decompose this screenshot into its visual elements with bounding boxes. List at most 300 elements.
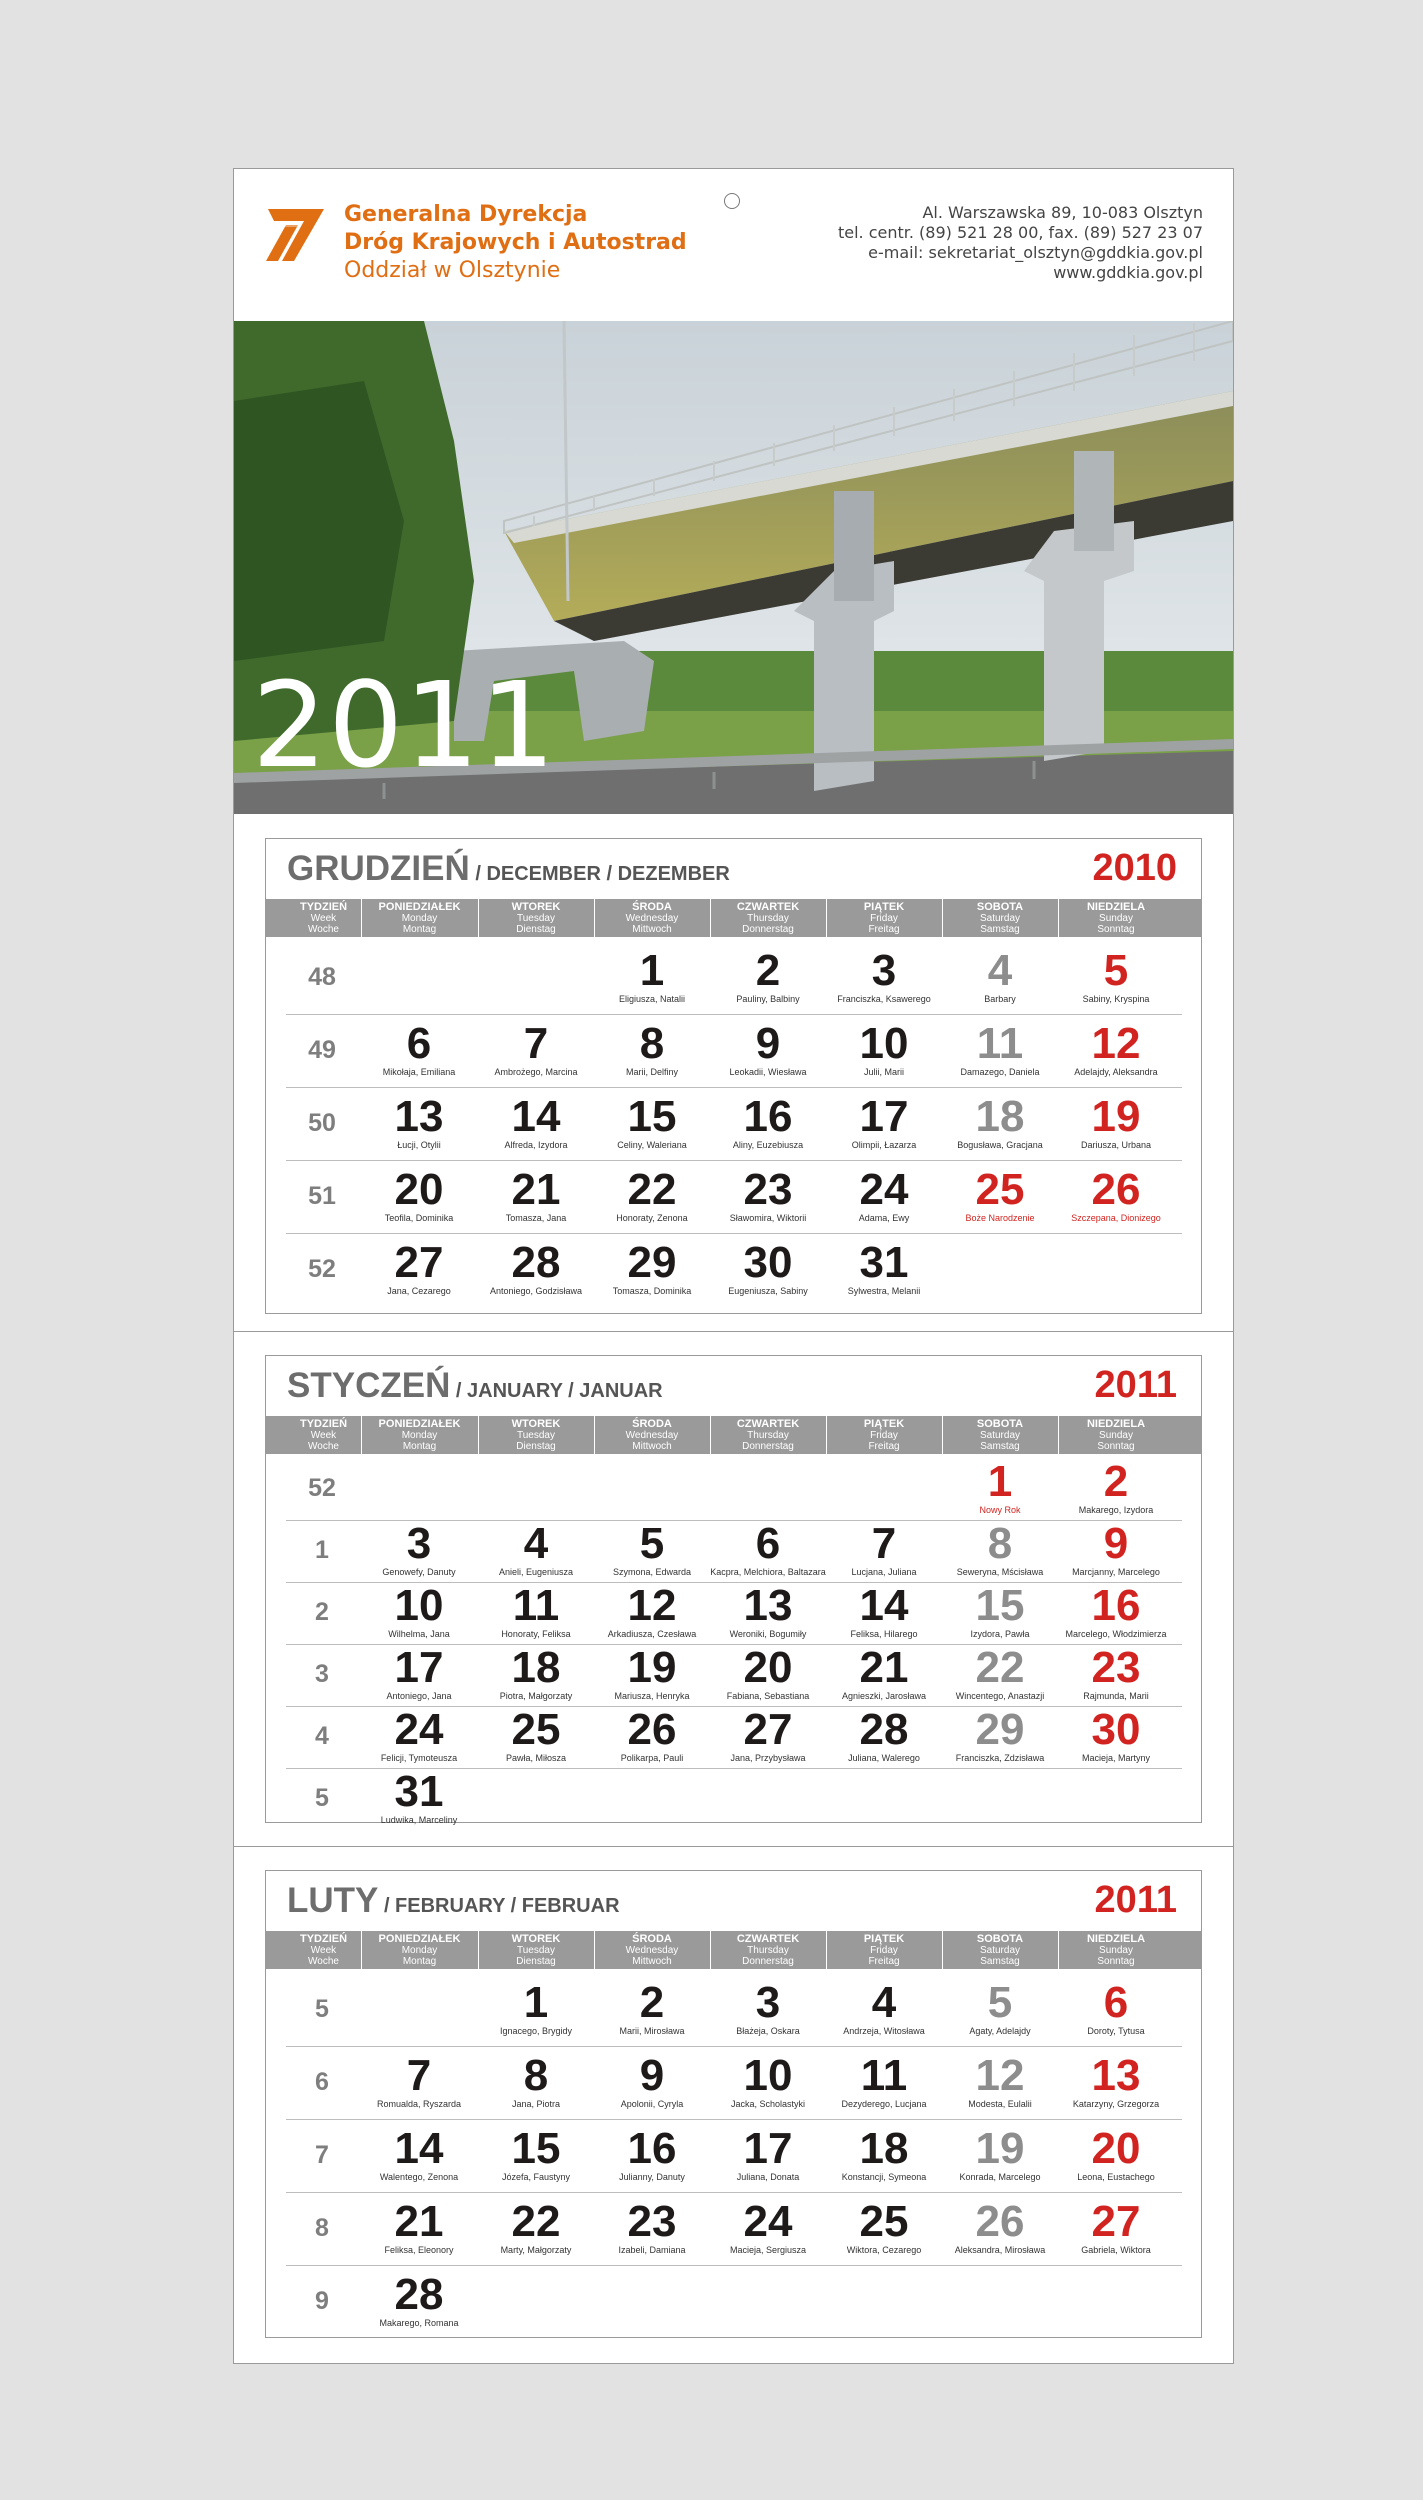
day-cell[interactable]: [826, 2199, 942, 2256]
band-separator: [234, 1331, 1233, 1332]
day-cell[interactable]: [942, 1980, 1058, 2037]
weekday-header-saturday: [942, 1931, 1058, 1969]
day-number: 18: [859, 2124, 909, 2173]
week-number: 5: [315, 1995, 329, 2023]
week-row: [286, 2265, 1182, 2338]
day-number: 11: [860, 2051, 908, 2100]
day-cell[interactable]: [710, 948, 826, 1005]
weekday-en: Thursday: [747, 913, 789, 924]
day-cell[interactable]: [710, 1521, 826, 1578]
month-year: 2011: [1094, 1364, 1177, 1406]
day-number: 28: [394, 2270, 444, 2319]
weekday-pl: ŚRODA: [632, 1933, 672, 1945]
day-cell[interactable]: [826, 2126, 942, 2183]
weekday-pl: ŚRODA: [632, 901, 672, 913]
day-cell[interactable]: [826, 1094, 942, 1151]
weekday-header-thursday: [710, 1931, 826, 1969]
weekday-header-monday: [361, 1416, 478, 1454]
day-cell[interactable]: [942, 948, 1058, 1005]
name-day: Nowy Rok: [979, 1505, 1021, 1515]
week-row: [286, 1520, 1182, 1583]
day-cell[interactable]: [1058, 1645, 1174, 1702]
day-cell[interactable]: [594, 1521, 710, 1578]
week-number: 52: [308, 1474, 336, 1502]
name-day: Błażeja, Oskara: [736, 2026, 800, 2036]
day-cell[interactable]: [710, 2126, 826, 2183]
header-divider: [710, 899, 711, 937]
name-day: Józefa, Faustyny: [501, 2172, 571, 2182]
name-day: Izabeli, Damiana: [618, 2245, 686, 2255]
day-number: 13: [1091, 2051, 1141, 2100]
name-day: Macieja, Sergiusza: [729, 2245, 807, 2255]
week-row: [286, 1768, 1182, 1830]
name-day: Sylwestra, Melanii: [847, 1286, 921, 1296]
weekday-header-wednesday: [594, 1416, 710, 1454]
weekday-pl: SOBOTA: [976, 1418, 1024, 1430]
hanging-hole: [724, 193, 740, 209]
website[interactable]: www.gddkia.gov.pl: [1053, 263, 1203, 282]
day-cell[interactable]: [1058, 1459, 1174, 1516]
name-day: Piotra, Małgorzaty: [499, 1691, 573, 1701]
week-row: [286, 1644, 1182, 1707]
name-day: Gabriela, Wiktora: [1081, 2245, 1151, 2255]
name-day: Aleksandra, Mirosława: [954, 2245, 1046, 2255]
day-number: 30: [1091, 1705, 1141, 1754]
name-day: Jacka, Scholastyki: [730, 2099, 806, 2109]
weekday-header-friday: [826, 1931, 942, 1969]
day-number: 6: [406, 1019, 432, 1068]
day-cell[interactable]: [826, 1707, 942, 1764]
day-cell[interactable]: [826, 1521, 942, 1578]
day-number: 8: [987, 1519, 1013, 1568]
day-number: 4: [871, 1978, 897, 2027]
day-number: 9: [1103, 1519, 1129, 1568]
name-day: Sabiny, Kryspina: [1082, 994, 1150, 1004]
weekday-en: Thursday: [747, 1945, 789, 1956]
day-number: 2: [755, 946, 781, 995]
header-divider: [594, 1416, 595, 1454]
day-cell[interactable]: [478, 1980, 594, 2037]
day-cell[interactable]: [478, 1645, 594, 1702]
weekday-pl: TYDZIEŃ: [299, 901, 348, 913]
weekday-en: Monday: [401, 1945, 438, 1956]
name-day: Dezyderego, Lucjana: [841, 2099, 927, 2109]
weekday-en: Friday: [870, 1945, 898, 1956]
calendar-header: [234, 169, 1233, 319]
name-day: Jana, Przybysława: [730, 1753, 806, 1763]
day-cell[interactable]: [1058, 1021, 1174, 1078]
bridge-photo: [234, 321, 1233, 814]
weekday-header-thursday: [710, 1416, 826, 1454]
day-cell[interactable]: [478, 2199, 594, 2256]
day-cell[interactable]: [710, 1645, 826, 1702]
day-cell[interactable]: [594, 1645, 710, 1702]
weekday-en: Wednesday: [625, 1945, 679, 1956]
day-cell[interactable]: [1058, 1094, 1174, 1151]
day-number: 3: [871, 946, 897, 995]
day-cell[interactable]: [826, 1240, 942, 1297]
name-day: Antoniego, Jana: [386, 1691, 452, 1701]
day-cell[interactable]: [594, 1583, 710, 1640]
day-cell[interactable]: [361, 2126, 477, 2183]
day-number: 31: [394, 1767, 444, 1816]
name-day: Pauliny, Balbiny: [736, 994, 800, 1004]
day-cell[interactable]: [361, 1769, 477, 1826]
name-day: Sławomira, Wiktorii: [729, 1213, 807, 1223]
day-cell[interactable]: [710, 1021, 826, 1078]
header-divider: [1058, 1416, 1059, 1454]
weekday-header-wednesday: [594, 899, 710, 937]
week-number: 1: [315, 1536, 329, 1564]
weekday-header-tuesday: [478, 1931, 594, 1969]
day-number: 13: [743, 1581, 793, 1630]
day-cell[interactable]: [478, 1021, 594, 1078]
weekday-header-thursday: [710, 899, 826, 937]
day-number: 28: [511, 1238, 561, 1287]
day-number: 11: [512, 1581, 560, 1630]
header-divider: [594, 899, 595, 937]
day-cell[interactable]: [942, 1707, 1058, 1764]
day-cell[interactable]: [942, 1459, 1058, 1516]
day-number: 15: [627, 1092, 677, 1141]
day-number: 24: [859, 1165, 909, 1214]
name-day: Feliksa, Hilarego: [850, 1629, 918, 1639]
day-cell[interactable]: [594, 2053, 710, 2110]
week-number: 8: [315, 2214, 329, 2242]
weekday-pl: CZWARTEK: [736, 901, 800, 913]
weekday-en: Week: [310, 1430, 337, 1441]
day-cell[interactable]: [361, 1521, 477, 1578]
day-cell[interactable]: [478, 2126, 594, 2183]
day-number: 30: [743, 1238, 793, 1287]
name-day: Antoniego, Godzisława: [489, 1286, 583, 1296]
name-day: Szczepana, Dionizego: [1071, 1213, 1161, 1223]
day-cell[interactable]: [361, 1021, 477, 1078]
header-divider: [478, 1931, 479, 1969]
weekday-de: Montag: [402, 1956, 437, 1967]
weekday-pl: PIĄTEK: [863, 1933, 905, 1945]
day-cell[interactable]: [1058, 2199, 1174, 2256]
day-number: 15: [511, 2124, 561, 2173]
day-cell[interactable]: [594, 1094, 710, 1151]
weekday-header-saturday: [942, 1416, 1058, 1454]
weekday-pl: PONIEDZIAŁEK: [378, 901, 461, 913]
weekday-header-saturday: [942, 899, 1058, 937]
day-cell[interactable]: [361, 2272, 477, 2329]
day-number: 2: [1103, 1457, 1129, 1506]
weekday-en: Monday: [401, 913, 438, 924]
header-divider: [710, 1931, 711, 1969]
month-1: [265, 838, 1202, 1314]
day-number: 16: [743, 1092, 793, 1141]
month-name: [287, 1881, 620, 1921]
name-day: Pawła, Miłosza: [505, 1753, 567, 1763]
header-divider: [710, 1416, 711, 1454]
name-day: Marcjanny, Marcelego: [1072, 1567, 1160, 1577]
day-cell[interactable]: [478, 1707, 594, 1764]
weekday-header-sunday: [1058, 899, 1174, 937]
day-cell[interactable]: [1058, 948, 1174, 1005]
day-cell[interactable]: [1058, 1521, 1174, 1578]
name-day: Rajmunda, Marii: [1083, 1691, 1149, 1701]
weekday-pl: TYDZIEŃ: [299, 1933, 348, 1945]
weekday-header-band: [266, 899, 1201, 937]
weekday-header-band: [266, 1931, 1201, 1969]
month-name-translations: / JANUARY / JANUAR: [450, 1380, 663, 1402]
day-cell[interactable]: [594, 2126, 710, 2183]
day-number: 8: [523, 2051, 549, 2100]
name-day: Franciszka, Zdzisława: [955, 1753, 1045, 1763]
day-cell[interactable]: [478, 1094, 594, 1151]
day-cell[interactable]: [594, 1240, 710, 1297]
email[interactable]: e-mail: sekretariat_olsztyn@gddkia.gov.pl: [868, 243, 1203, 262]
day-cell[interactable]: [594, 948, 710, 1005]
weekday-pl: TYDZIEŃ: [299, 1418, 348, 1430]
day-number: 20: [1091, 2124, 1141, 2173]
day-number: 21: [394, 2197, 444, 2246]
name-day: Jana, Piotra: [511, 2099, 561, 2109]
day-number: 10: [394, 1581, 444, 1630]
name-day: Juliana, Walerego: [848, 1753, 920, 1763]
header-divider: [942, 899, 943, 937]
weekday-de: Dienstag: [516, 1441, 556, 1452]
name-day: Teofila, Dominika: [384, 1213, 454, 1223]
day-cell[interactable]: [942, 1021, 1058, 1078]
day-cell[interactable]: [478, 1240, 594, 1297]
day-cell[interactable]: [594, 2199, 710, 2256]
week-number: 6: [315, 2068, 329, 2096]
weekday-de: Freitag: [868, 924, 900, 935]
weekday-de: Woche: [308, 1441, 339, 1452]
day-number: 3: [406, 1519, 432, 1568]
band-separator: [234, 1846, 1233, 1847]
day-cell[interactable]: [478, 2053, 594, 2110]
header-divider: [826, 899, 827, 937]
name-day: Eligiusza, Natalii: [618, 994, 686, 1004]
day-cell[interactable]: [478, 1583, 594, 1640]
weekday-pl: SOBOTA: [976, 901, 1024, 913]
day-number: 16: [1091, 1581, 1141, 1630]
weekday-en: Week: [310, 1945, 337, 1956]
day-number: 26: [1091, 1165, 1141, 1214]
name-day: Tomasza, Jana: [505, 1213, 567, 1223]
weekday-de: Dienstag: [516, 1956, 556, 1967]
week-row: [286, 2046, 1182, 2120]
week-row: [286, 2192, 1182, 2266]
day-cell[interactable]: [710, 1707, 826, 1764]
day-number: 26: [975, 2197, 1025, 2246]
day-number: 14: [859, 1581, 909, 1630]
day-number: 22: [627, 1165, 677, 1214]
name-day: Damazego, Daniela: [960, 1067, 1040, 1077]
day-number: 17: [394, 1643, 444, 1692]
name-day: Felicji, Tymoteusza: [380, 1753, 458, 1763]
name-day: Konstancji, Symeona: [841, 2172, 927, 2182]
day-number: 8: [639, 1019, 665, 1068]
day-number: 29: [627, 1238, 677, 1287]
month-name-translations: / DECEMBER / DEZEMBER: [469, 863, 730, 885]
day-cell[interactable]: [710, 2053, 826, 2110]
day-number: 19: [627, 1643, 677, 1692]
weekday-de: Sonntag: [1097, 924, 1135, 935]
weekday-header-monday: [361, 899, 478, 937]
day-cell[interactable]: [594, 1167, 710, 1224]
day-cell[interactable]: [710, 1980, 826, 2037]
day-cell[interactable]: [361, 1167, 477, 1224]
month-name-pl: STYCZEŃ: [287, 1366, 451, 1405]
day-cell[interactable]: [942, 2053, 1058, 2110]
weekday-en: Saturday: [979, 1945, 1021, 1956]
weekday-en: Saturday: [979, 1430, 1021, 1441]
day-cell[interactable]: [478, 1167, 594, 1224]
day-cell[interactable]: [361, 1645, 477, 1702]
weekday-de: Sonntag: [1097, 1441, 1135, 1452]
day-cell[interactable]: [942, 2199, 1058, 2256]
week-number: 4: [315, 1722, 329, 1750]
name-day: Polikarpa, Pauli: [620, 1753, 684, 1763]
name-day: Makarego, Romana: [379, 2318, 459, 2328]
weekday-de: Sonntag: [1097, 1956, 1135, 1967]
day-cell[interactable]: [710, 2199, 826, 2256]
day-cell[interactable]: [826, 1167, 942, 1224]
week-row: [286, 1160, 1182, 1234]
day-cell[interactable]: [361, 2053, 477, 2110]
day-cell[interactable]: [1058, 2053, 1174, 2110]
name-day: Makarego, Izydora: [1078, 1505, 1154, 1515]
day-number: 14: [511, 1092, 561, 1141]
name-day: Agaty, Adelajdy: [969, 2026, 1031, 2036]
name-day: Mariusza, Henryka: [614, 1691, 690, 1701]
address: Al. Warszawska 89, 10-083 Olsztyn: [922, 203, 1203, 222]
day-cell[interactable]: [826, 2053, 942, 2110]
day-cell[interactable]: [361, 1240, 477, 1297]
org-line-3: Oddział w Olsztynie: [344, 258, 561, 283]
header-divider: [361, 899, 362, 937]
day-cell[interactable]: [478, 1521, 594, 1578]
header-divider: [478, 899, 479, 937]
week-number: 48: [308, 963, 336, 991]
week-number: 50: [308, 1109, 336, 1137]
day-cell[interactable]: [710, 1167, 826, 1224]
name-day: Aliny, Euzebiusza: [732, 1140, 804, 1150]
day-number: 3: [755, 1978, 781, 2027]
weekday-header-week: [286, 1931, 361, 1969]
name-day: Arkadiusza, Czesława: [607, 1629, 697, 1639]
day-cell[interactable]: [594, 1980, 710, 2037]
weekday-header-band: [266, 1416, 1201, 1454]
day-cell[interactable]: [361, 1707, 477, 1764]
day-cell[interactable]: [826, 1980, 942, 2037]
day-number: 22: [975, 1643, 1025, 1692]
day-cell[interactable]: [826, 1645, 942, 1702]
day-cell[interactable]: [942, 1167, 1058, 1224]
weekday-de: Woche: [308, 924, 339, 935]
weekday-header-week: [286, 899, 361, 937]
day-number: 1: [987, 1457, 1013, 1506]
day-number: 19: [1091, 1092, 1141, 1141]
weekday-en: Wednesday: [625, 1430, 679, 1441]
day-number: 5: [1103, 946, 1129, 995]
day-cell[interactable]: [710, 1240, 826, 1297]
name-day: Kacpra, Melchiora, Baltazara: [710, 1567, 826, 1577]
weekday-de: Samstag: [980, 1956, 1020, 1967]
name-day: Wilhelma, Jana: [388, 1629, 450, 1639]
day-cell[interactable]: [942, 1645, 1058, 1702]
day-cell[interactable]: [594, 1021, 710, 1078]
name-day: Feliksa, Eleonory: [384, 2245, 454, 2255]
day-cell[interactable]: [1058, 1167, 1174, 1224]
day-cell[interactable]: [1058, 1583, 1174, 1640]
name-day: Ambrożego, Marcina: [494, 1067, 578, 1077]
weekday-de: Samstag: [980, 924, 1020, 935]
day-number: 7: [406, 2051, 432, 2100]
name-day: Julianny, Danuty: [619, 2172, 685, 2182]
name-day: Eugeniusza, Sabiny: [728, 1286, 808, 1296]
contact-block: [838, 203, 1203, 283]
organization-name: [344, 201, 687, 285]
day-number: 6: [755, 1519, 781, 1568]
day-number: 9: [755, 1019, 781, 1068]
day-cell[interactable]: [942, 1094, 1058, 1151]
name-day: Marcelego, Włodzimierza: [1065, 1629, 1167, 1639]
name-day: Konrada, Marcelego: [959, 2172, 1041, 2182]
weekday-de: Donnerstag: [742, 1956, 794, 1967]
day-cell[interactable]: [826, 948, 942, 1005]
day-cell[interactable]: [942, 2126, 1058, 2183]
weekday-en: Tuesday: [517, 1430, 555, 1441]
weekday-en: Monday: [401, 1430, 438, 1441]
name-day: Juliana, Donata: [736, 2172, 800, 2182]
name-day: Wincentego, Anastazji: [955, 1691, 1045, 1701]
name-day: Modesta, Eulalii: [968, 2099, 1032, 2109]
weekday-de: Freitag: [868, 1441, 900, 1452]
weekday-de: Dienstag: [516, 924, 556, 935]
weekday-de: Donnerstag: [742, 924, 794, 935]
name-day: Alfreda, Izydora: [504, 1140, 568, 1150]
day-cell[interactable]: [1058, 2126, 1174, 2183]
day-cell[interactable]: [826, 1583, 942, 1640]
name-day: Jana, Cezarego: [387, 1286, 451, 1296]
day-number: 17: [743, 2124, 793, 2173]
day-number: 24: [394, 1705, 444, 1754]
day-cell[interactable]: [710, 1094, 826, 1151]
weekday-pl: CZWARTEK: [736, 1933, 800, 1945]
name-day: Apolonii, Cyryla: [620, 2099, 684, 2109]
weekday-header-sunday: [1058, 1931, 1174, 1969]
weekday-pl: NIEDZIELA: [1086, 1418, 1146, 1430]
weekday-de: Mittwoch: [632, 1441, 672, 1452]
day-cell[interactable]: [1058, 1980, 1174, 2037]
week-row: [286, 1458, 1182, 1521]
day-cell[interactable]: [1058, 1707, 1174, 1764]
day-number: 27: [1091, 2197, 1141, 2246]
day-cell[interactable]: [594, 1707, 710, 1764]
day-cell[interactable]: [942, 1521, 1058, 1578]
week-number: 49: [308, 1036, 336, 1064]
name-day: Doroty, Tytusa: [1087, 2026, 1145, 2036]
day-cell[interactable]: [942, 1583, 1058, 1640]
weekday-pl: WTOREK: [511, 1933, 561, 1945]
day-cell[interactable]: [826, 1021, 942, 1078]
day-number: 10: [859, 1019, 909, 1068]
day-cell[interactable]: [710, 1583, 826, 1640]
day-cell[interactable]: [361, 1094, 477, 1151]
day-cell[interactable]: [361, 2199, 477, 2256]
day-cell[interactable]: [361, 1583, 477, 1640]
header-divider: [826, 1931, 827, 1969]
name-day: Mikołaja, Emiliana: [382, 1067, 456, 1077]
weekday-pl: ŚRODA: [632, 1418, 672, 1430]
